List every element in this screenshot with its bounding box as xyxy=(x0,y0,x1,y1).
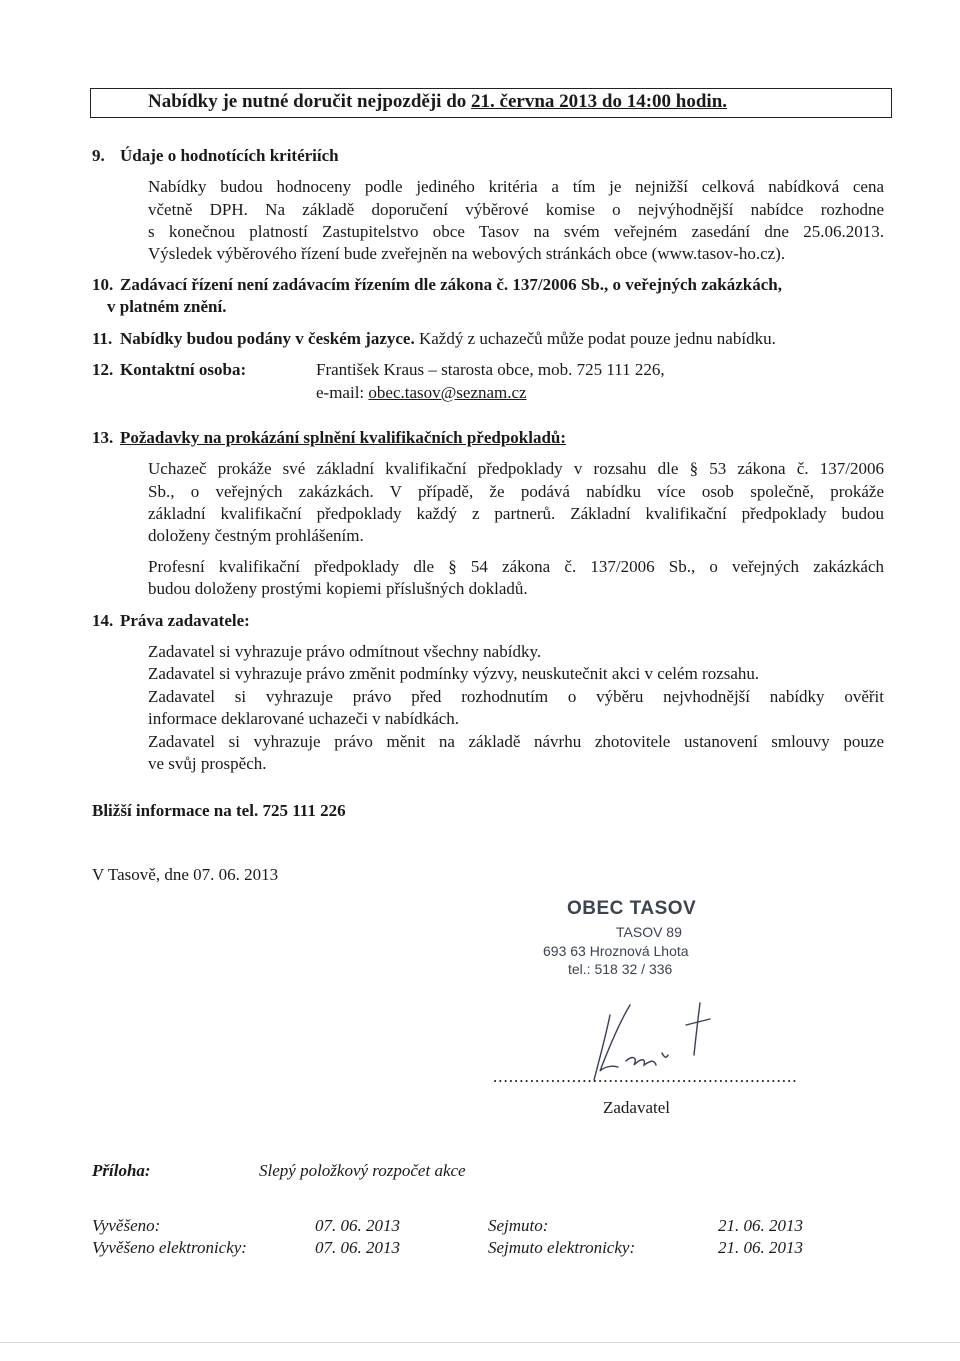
section-13-title: Požadavky na prokázání splnění kvalifikačních předpokladů: xyxy=(120,428,567,447)
section-11-bold: Nabídky budou podány v českém jazyce. xyxy=(120,329,415,348)
section-14-line-5: Zadavatel si vyhrazuje právo měnit na základě návrhu zhotovitele ustanovení smlouvy pouze xyxy=(148,732,884,751)
contact-email-line xyxy=(316,382,527,405)
stamp-line-4: tel.: 518 32 / 336 xyxy=(568,961,673,977)
section-13-p1-line-4: doloženy čestným prohlášením. xyxy=(148,526,364,545)
deadline-date: 21. června 2013 do 14:00 hodin. xyxy=(471,91,728,112)
section-9-title: Údaje o hodnotících kritériích xyxy=(120,146,339,165)
removed-electronic-date: 21. 06. 2013 xyxy=(718,1238,803,1257)
section-11-number: 11. xyxy=(92,329,113,348)
section-9-number: 9. xyxy=(92,146,105,165)
stamp-line-1: OBEC TASOV xyxy=(567,898,697,919)
section-14-title: Práva zadavatele: xyxy=(120,611,250,630)
section-14-line-3: Zadavatel si vyhrazuje právo před rozhodnutím o výběru nejvhodnější nabídky ověřit xyxy=(148,687,884,706)
posted-date: 07. 06. 2013 xyxy=(315,1216,400,1235)
deadline-prefix: Nabídky je nutné doručit nejpozději do xyxy=(148,91,472,112)
section-9-line-4: Výsledek výběrového řízení bude zveřejněn na webových stránkách obce (www.tasov-ho.cz). xyxy=(148,244,786,263)
section-14-line-2: Zadavatel si vyhrazuje právo změnit podmínky výzvy, neuskutečnit akci v celém rozsahu. xyxy=(148,664,760,683)
stamp-line-2: TASOV 89 xyxy=(616,924,682,940)
contact-label: Kontaktní osoba: xyxy=(120,360,247,379)
section-13-p2-line-2: budou doloženy prostými kopiemi příslušných dokladů. xyxy=(148,579,528,598)
section-14-line-6: ve svůj prospěch. xyxy=(148,754,267,773)
section-14-number: 14. xyxy=(92,611,114,630)
section-10-line-2: v platném znění. xyxy=(107,297,227,316)
contact-person: František Kraus – starosta obce, mob. 725 111 226, xyxy=(316,360,665,379)
section-11-text xyxy=(120,328,776,351)
section-10-number: 10. xyxy=(92,275,114,294)
section-10-line-1: Zadávací řízení není zadávacím řízením dle zákona č. 137/2006 Sb., o veřejných zakázkách, xyxy=(120,275,783,294)
section-13-p2-line-1: Profesní kvalifikační předpoklady dle § 54 zákona č. 137/2006 Sb., o veřejných zakázkách xyxy=(148,557,884,576)
email-link[interactable]: obec.tasov@seznam.cz xyxy=(368,383,527,402)
phone-info: Bližší informace na tel. 725 111 226 xyxy=(92,801,346,820)
section-12-number: 12. xyxy=(92,360,114,379)
email-label: e-mail: xyxy=(316,383,369,402)
place-date: V Tasově, dne 07. 06. 2013 xyxy=(92,865,279,884)
section-14-line-4: informace deklarované uchazeči v nabídkách. xyxy=(148,709,460,728)
section-13-p1-line-3: základní kvalifikační předpoklady každý z partnerů. Základní kvalifikační předpoklady budou xyxy=(148,504,884,523)
posted-electronic-date: 07. 06. 2013 xyxy=(315,1238,400,1257)
signature-role: Zadavatel xyxy=(603,1098,671,1117)
posted-electronic-label: Vyvěšeno elektronicky: xyxy=(92,1238,247,1257)
section-13-p1-line-1: Uchazeč prokáže své základní kvalifikační předpoklady v rozsahu dle § 53 zákona č. 137/2006 xyxy=(148,459,884,478)
removed-date: 21. 06. 2013 xyxy=(718,1216,803,1235)
deadline-notice xyxy=(148,91,727,114)
stamp-line-3: 693 63 Hroznová Lhota xyxy=(543,943,689,959)
section-11-normal: Každý z uchazečů může podat pouze jednu nabídku. xyxy=(414,329,776,348)
section-9-line-2: včetně DPH. Na základě doporučení výběrové komise o nejvýhodnější nabídce rozhodne xyxy=(148,200,884,219)
section-13-p1-line-2: Sb., o veřejných zakázkách. V případě, že podává nabídku více osob společně, prokáže xyxy=(148,482,884,501)
removed-label: Sejmuto: xyxy=(488,1216,549,1235)
attachment-label: Příloha: xyxy=(92,1161,151,1180)
scan-edge-line xyxy=(0,1342,960,1343)
section-9-line-3: s konečnou platností Zastupitelstvo obce Tasov na svém veřejném zasedání dne 25.06.2013. xyxy=(148,222,884,241)
section-9-line-1: Nabídky budou hodnoceny podle jediného kritéria a tím je nejnižší celková nabídková cena xyxy=(148,177,884,196)
section-14-line-1: Zadavatel si vyhrazuje právo odmítnout všechny nabídky. xyxy=(148,642,542,661)
removed-electronic-label: Sejmuto elektronicky: xyxy=(488,1238,636,1257)
section-13-number: 13. xyxy=(92,428,114,447)
attachment-value: Slepý položkový rozpočet akce xyxy=(259,1161,466,1180)
signature-line: .......................................................... xyxy=(493,1067,798,1086)
posted-label: Vyvěšeno: xyxy=(92,1216,161,1235)
